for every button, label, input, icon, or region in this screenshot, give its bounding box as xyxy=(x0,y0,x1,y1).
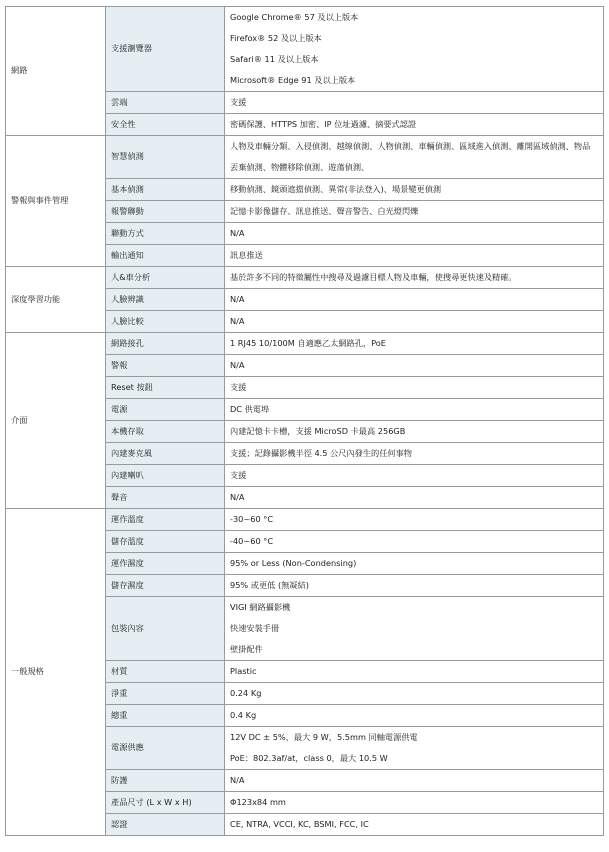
value-cell xyxy=(225,7,604,92)
table-row xyxy=(6,7,604,92)
value-line: 1 RJ45 10/100M 自適應乙太網路孔，PoE xyxy=(230,338,386,348)
value-cell xyxy=(225,770,604,792)
feature-cell: 材質 xyxy=(106,661,225,683)
value-cell xyxy=(225,377,604,399)
feature-cell: 電源供應 xyxy=(106,727,225,770)
value-cell xyxy=(225,311,604,333)
value-line: CE, NTRA, VCCI, KC, BSMI, FCC, IC xyxy=(230,819,369,829)
value-cell xyxy=(225,333,604,355)
value-line: Safari® 11 及以上版本 xyxy=(230,54,319,64)
value-line: 快速安裝手冊 xyxy=(230,623,280,633)
feature-cell: 人臉辨識 xyxy=(106,289,225,311)
feature-cell: 人臉比較 xyxy=(106,311,225,333)
category-cell: 深度學習功能 xyxy=(6,267,106,333)
value-line: -30~60 °C xyxy=(230,514,274,524)
value-line: 基於許多不同的特徵屬性中搜尋及過濾目標人物及車輛，使搜尋更快速及精確。 xyxy=(230,272,517,282)
value-cell xyxy=(225,92,604,114)
spec-table xyxy=(5,6,604,836)
category-cell: 網路 xyxy=(6,7,106,136)
value-cell xyxy=(225,245,604,267)
feature-cell: 儲存濕度 xyxy=(106,575,225,597)
value-cell xyxy=(225,114,604,136)
value-line: 壁掛配件 xyxy=(230,644,263,654)
feature-cell: 總重 xyxy=(106,705,225,727)
feature-cell: 輸出通知 xyxy=(106,245,225,267)
category-cell: 介面 xyxy=(6,333,106,509)
feature-cell: 安全性 xyxy=(106,114,225,136)
feature-cell: 聲音 xyxy=(106,487,225,509)
value-line: 密碼保護、HTTPS 加密、IP 位址過濾、摘要式認證 xyxy=(230,119,417,129)
value-cell xyxy=(225,705,604,727)
category-cell: 一般規格 xyxy=(6,509,106,836)
value-cell xyxy=(225,289,604,311)
value-line: Microsoft® Edge 91 及以上版本 xyxy=(230,75,356,85)
feature-cell: 內建喇叭 xyxy=(106,465,225,487)
value-line: VIGI 網路攝影機 xyxy=(230,602,291,612)
table-row xyxy=(6,333,604,355)
value-cell xyxy=(225,223,604,245)
value-cell xyxy=(225,399,604,421)
value-cell xyxy=(225,201,604,223)
value-cell xyxy=(225,267,604,289)
value-line: Φ123x84 mm xyxy=(230,797,286,807)
feature-cell: 聯動方式 xyxy=(106,223,225,245)
feature-cell: 報警聯動 xyxy=(106,201,225,223)
feature-cell: 防護 xyxy=(106,770,225,792)
table-row xyxy=(6,136,604,179)
feature-cell: 內建麥克風 xyxy=(106,443,225,465)
feature-cell: 產品尺寸 (L x W x H) xyxy=(106,792,225,814)
value-cell xyxy=(225,443,604,465)
feature-cell: 雲端 xyxy=(106,92,225,114)
feature-cell: 淨重 xyxy=(106,683,225,705)
value-cell xyxy=(225,179,604,201)
category-cell: 警報與事件管理 xyxy=(6,136,106,267)
value-cell xyxy=(225,553,604,575)
value-cell xyxy=(225,421,604,443)
value-cell xyxy=(225,355,604,377)
value-line: 支援；記錄攝影機半徑 4.5 公尺內發生的任何事物 xyxy=(230,448,412,458)
value-line: N/A xyxy=(230,294,245,304)
value-cell xyxy=(225,531,604,553)
value-line: N/A xyxy=(230,316,245,326)
table-row xyxy=(6,509,604,531)
value-line: 支援 xyxy=(230,470,247,480)
value-cell xyxy=(225,727,604,770)
value-cell xyxy=(225,792,604,814)
value-line: N/A xyxy=(230,360,245,370)
value-line: 支援 xyxy=(230,382,247,392)
feature-cell: 本機存取 xyxy=(106,421,225,443)
value-cell xyxy=(225,597,604,661)
feature-cell: 電源 xyxy=(106,399,225,421)
feature-cell: 警報 xyxy=(106,355,225,377)
feature-cell: 支援瀏覽器 xyxy=(106,7,225,92)
feature-cell: 認證 xyxy=(106,814,225,836)
feature-cell: Reset 按鈕 xyxy=(106,377,225,399)
value-line: 0.24 Kg xyxy=(230,688,262,698)
value-line: 0.4 Kg xyxy=(230,710,257,720)
value-line: 移動偵測、鏡頭遮擋偵測、異常(非法登入)、場景變更偵測 xyxy=(230,184,442,194)
value-cell xyxy=(225,509,604,531)
feature-cell: 儲存溫度 xyxy=(106,531,225,553)
value-line: 記憶卡影像儲存、訊息推送、聲音警告、白光燈閃爍 xyxy=(230,206,419,216)
value-cell xyxy=(225,575,604,597)
table-row xyxy=(6,267,604,289)
value-line: Plastic xyxy=(230,666,257,676)
value-cell xyxy=(225,465,604,487)
value-line: Firefox® 52 及以上版本 xyxy=(230,33,322,43)
value-line: N/A xyxy=(230,775,245,785)
feature-cell: 包裝內容 xyxy=(106,597,225,661)
value-line: 支援 xyxy=(230,97,247,107)
value-line: 12V DC ± 5%，最大 9 W，5.5mm 同軸電源供電 xyxy=(230,732,418,742)
value-line: 95% or Less (Non-Condensing) xyxy=(230,558,357,568)
value-line: -40~60 °C xyxy=(230,536,274,546)
value-cell xyxy=(225,661,604,683)
value-line: PoE：802.3af/at，class 0，最大 10.5 W xyxy=(230,753,388,763)
value-cell xyxy=(225,487,604,509)
feature-cell: 運作溫度 xyxy=(106,509,225,531)
value-line: N/A xyxy=(230,228,245,238)
value-line: 內建記憶卡卡槽，支援 MicroSD 卡最高 256GB xyxy=(230,426,406,436)
feature-cell: 網路接孔 xyxy=(106,333,225,355)
spec-table-body xyxy=(6,7,604,836)
value-line: 訊息推送 xyxy=(230,250,263,260)
value-line: DC 供電埠 xyxy=(230,404,270,414)
value-line: 人物及車輛分類、入侵偵測、越線偵測、人物偵測、車輛偵測、區域進入偵測、離開區域偵測、物品丟棄偵測、物體移除偵測、遊蕩偵測、 xyxy=(230,141,591,172)
value-line: 95% 或更低 (無凝結) xyxy=(230,580,309,590)
value-line: Google Chrome® 57 及以上版本 xyxy=(230,12,359,22)
value-cell xyxy=(225,814,604,836)
feature-cell: 運作濕度 xyxy=(106,553,225,575)
feature-cell: 智慧偵測 xyxy=(106,136,225,179)
value-cell xyxy=(225,683,604,705)
value-cell xyxy=(225,136,604,179)
feature-cell: 人&車分析 xyxy=(106,267,225,289)
feature-cell: 基本偵測 xyxy=(106,179,225,201)
value-line: N/A xyxy=(230,492,245,502)
